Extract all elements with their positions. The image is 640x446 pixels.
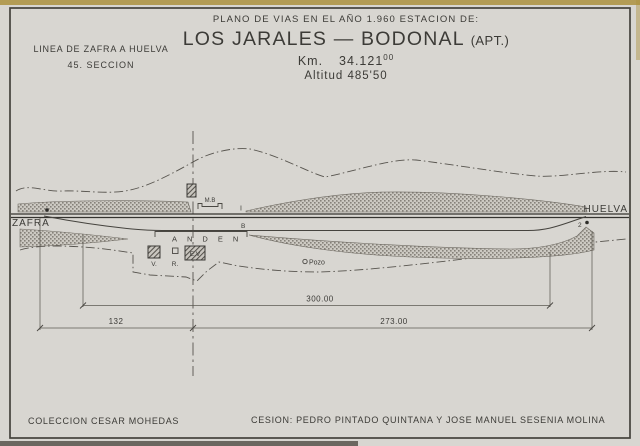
buildings [148, 246, 205, 268]
station-title-block [178, 14, 514, 82]
right-switch-label: 2 [578, 222, 582, 229]
station-suffix: (APT.) [470, 33, 510, 48]
terrain-line-upper [16, 149, 626, 193]
km-line [178, 53, 514, 68]
siding-track [44, 216, 586, 231]
destination-zafra: ZAFRA [12, 218, 50, 229]
ballast-lower-right [249, 227, 594, 259]
dimension-left: 132 [108, 317, 124, 326]
well [303, 259, 325, 266]
right-switch-dot [585, 221, 589, 225]
km-label: Km. [297, 54, 324, 69]
line-name: LINEA DE ZAFRA A HUELVA [33, 44, 169, 54]
ballast-top-right [246, 192, 587, 212]
platform-label: ANDEN [172, 234, 249, 244]
altitude-line [178, 70, 514, 82]
building-v [148, 246, 160, 258]
loading-dock [198, 198, 222, 209]
siding-track-label: B [241, 223, 246, 230]
km-superscript: 00 [383, 53, 395, 62]
km-value: 34.121 [339, 54, 384, 69]
dimensions [37, 218, 595, 331]
loading-dock-label: M.B [204, 198, 216, 204]
scan-edge-bottom [0, 441, 358, 446]
well-label: Pozo [309, 259, 325, 267]
ballast-top-left [18, 201, 191, 212]
ballast-bands [18, 192, 594, 259]
well-icon [303, 259, 307, 263]
dimension-right: 273.00 [380, 317, 408, 326]
station-building-label: E.V [189, 251, 201, 258]
dimension-overall: 300.00 [306, 294, 334, 304]
building-v-label: V. [151, 261, 157, 268]
plan-caption: PLANO DE VIAS EN EL AÑO 1.960 ESTACION DE: [212, 14, 480, 25]
left-switch-dot [45, 208, 49, 212]
ballast-lower-left [20, 229, 128, 247]
destination-huelva: HUELVA [583, 204, 628, 215]
altitude-label: Altitud [304, 70, 344, 83]
station-name-line [178, 28, 514, 51]
building-r-label: R. [171, 261, 179, 268]
collection-credit: COLECCION CESAR MOHEDAS [28, 416, 180, 426]
loading-dock-outline [198, 204, 222, 210]
building-r [173, 248, 179, 254]
altitude-value: 485'50 [347, 70, 388, 83]
platform [155, 232, 248, 244]
line-section: 45. SECCION [67, 60, 135, 70]
line-title-block [18, 44, 184, 71]
cession-credit: CESION: PEDRO PINTADO QUINTANA Y JOSE MANUEL SESENIA MOLINA [251, 415, 606, 425]
main-track-label: I [240, 205, 242, 213]
signal-hut [187, 184, 196, 197]
station-name: LOS JARALES — BODONAL [182, 28, 465, 50]
scan-edge-top [0, 0, 640, 5]
scan-edge-right [636, 0, 640, 60]
